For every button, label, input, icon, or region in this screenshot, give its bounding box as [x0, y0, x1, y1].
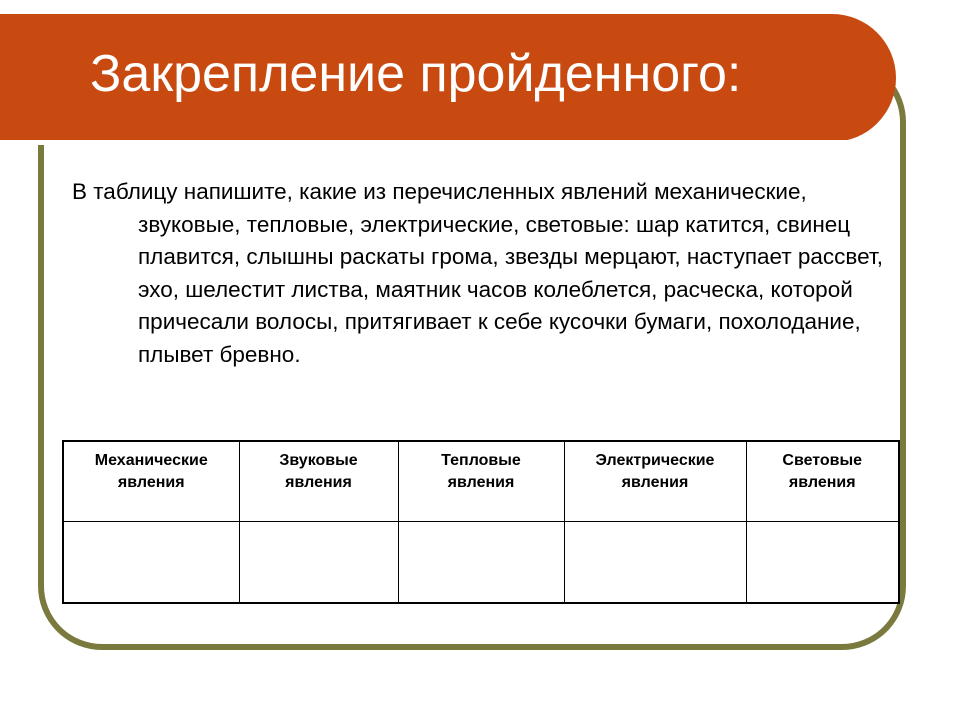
header-sound — [239, 441, 398, 521]
header-label: явления — [788, 474, 856, 491]
phenomena-table-wrap — [62, 440, 898, 604]
header-label: Звуковые — [279, 452, 358, 469]
table-cell[interactable] — [63, 521, 239, 603]
header-electrical — [564, 441, 746, 521]
header-label: явления — [447, 474, 515, 491]
header-mechanical — [63, 441, 239, 521]
phenomena-table — [62, 440, 900, 604]
table-header-row — [63, 441, 899, 521]
header-label: Механические — [94, 452, 208, 469]
table-cell[interactable] — [564, 521, 746, 603]
table-row — [63, 521, 899, 603]
table-cell[interactable] — [398, 521, 564, 603]
header-label: Световые — [782, 452, 863, 469]
header-label: Тепловые — [441, 452, 521, 469]
header-label: явления — [621, 474, 689, 491]
table-cell[interactable] — [239, 521, 398, 603]
header-label: явления — [285, 474, 352, 491]
title-underline — [0, 140, 848, 145]
header-light — [746, 441, 899, 521]
header-thermal — [398, 441, 564, 521]
slide-title: Закрепление пройденного: — [90, 45, 742, 103]
header-label: Электрические — [595, 452, 715, 469]
table-cell[interactable] — [746, 521, 899, 603]
header-label: явления — [117, 474, 185, 491]
task-text: В таблицу напишите, какие из перечисленных явлений механические, звуковые, тепловые, электрические, световые: шар катится, свинец плавится, слышны раскаты грома, звезды мерцают, наступает рассвет, эхо, шелестит листва, маятник часов колеблется, расческа, которой причесали волосы, притягивает к себе кусочки бумаги, похолодание, плывет бревно. — [72, 179, 883, 367]
